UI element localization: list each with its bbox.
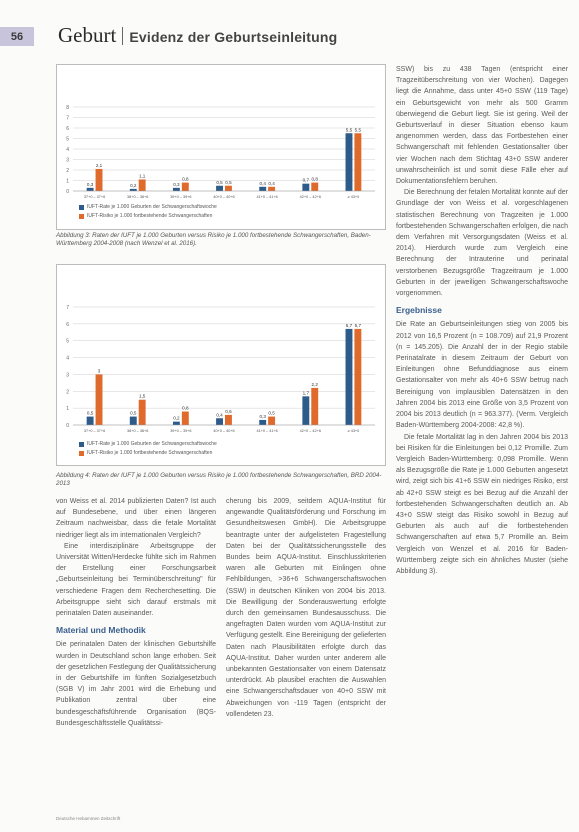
figure-4-svg <box>57 265 385 465</box>
x-tick-label: 37+0 – 37+6 <box>83 195 106 199</box>
legend-label: IUFT-Risiko je 1.000 fortbestehende Schwangerschaften <box>87 213 213 219</box>
data-label: 0,8 <box>311 176 318 182</box>
data-label: 2,2 <box>311 381 318 387</box>
paragraph: SSW) bis zu 438 Tagen (entspricht einer Tragzeitüberschreitung von vier Wochen). Dagegen liegt die Annahme, dass unter 45+0 SSW (119 Tage) ein Geburtsgewicht von mehr als 500 Gramm überwiegend die Geburt liegt. Sie ist gering. Weil der Geburtsverlauf in dieser Situation ebenso kaum angenommen werden, dass das Fortbestehen einer Schwangerschaft mit fehlenden Gestationsalter über vier Wochen nach dem Stichtag 43+0 SSW anderer unwahrscheinlich ist und somit diese Fälle eher auf Dokumentationsfehlern beruhen. <box>396 66 568 186</box>
bar-rate <box>346 329 353 425</box>
y-tick-label: 1 <box>66 178 69 185</box>
paragraph: Die Berechnung der fetalen Mortalität konnte auf der Grundlage der von Weiss et al. vorgeschlagenen statistischen Berechnung von Tragzeiten je 1.000 fortbestehenden Schwangerschaften erfolgen, die nach dem Verfahren mit Versorgungsdaten (Weiss et al. 2014). Hierdurch wurde zum Vergleich eine Berechnung der Intrauterine und perinatal verstorbenen Bezugsgröße Tragzeitraum je 1.000 Geburten in der jeweiligen Schwangerschaftswoche vorgenommen. <box>396 189 568 298</box>
data-label: 5,7 <box>345 322 353 328</box>
bar-rate <box>130 417 137 425</box>
legend-swatch-blue <box>79 205 84 210</box>
header-divider <box>122 27 123 45</box>
figure-3-chart <box>56 64 386 230</box>
bar-rate <box>346 133 353 191</box>
y-tick-label: 2 <box>66 168 69 174</box>
page-footer: Deutsche Hebammen Zeitschrift <box>56 816 121 821</box>
paragraph: von Weiss et al. 2014 publizierten Daten? Ist auch auf Bundesebene, und über einen längeren Zeitraum nachweisbar, dass die fetale Mortalität niedriger liegt als im internationalen Vergleich? <box>56 498 216 539</box>
y-tick-label: 1 <box>66 406 69 413</box>
data-label: 0,5 <box>268 410 275 416</box>
figure-3-caption: Abbildung 3: Raten der IUFT je 1.000 Geburten versus Risiko je 1.000 fortbestehende Schwangerschaften, Baden-Württemberg 2004-2008 (nach Wenzel et al. 2016). <box>56 232 371 247</box>
y-tick-label: 6 <box>66 321 69 328</box>
bar-rate <box>87 417 94 425</box>
bar-risk <box>139 400 146 425</box>
section-topic: Evidenz der Geburtseinleitung <box>129 29 338 45</box>
paragraph: cherung bis 2009, seitdem AQUA-Institut für angewandte Qualitätsförderung und Forschung im Gesundheitswesen GmbH). Die Arbeitsgruppe beantragte unter der aufgelisteten Fragestellung Daten bei der Qualitätssicherungsstelle des Bundes beim AQUA-Institut. Einschlusskriterien waren alle Geburten mit Einlingen ohne Fehlbildungen, >36+6 Schwangerschaftswochen (SSW) in deutschen Kliniken von 2004 bis 2013. Die Bewilligung der Sonderauswertung erfolgte durch den gemeinsamen Bundesausschuss. Die angefragten Daten wurden vom AQUA-Institut zur Verfügung gestellt. Eine Bereinigung der gelieferten Daten nach Plausibilitäten erfolgte durch das AQUA-Institut. Daher wurden unter anderem alle unbekannten Gestationsalter von einem Datensatz unterdrückt. Ab plausibel erachten die Auswahlen eine Schwangerschaftsdauer von 40+0 SSW mit Abweichungen von -119 Tagen (entspricht der vollendeten 23. <box>226 498 386 718</box>
page-number-badge: 56 <box>0 27 34 46</box>
data-label: 0,8 <box>182 176 189 182</box>
y-tick-label: 8 <box>66 105 69 111</box>
bar-rate <box>259 420 266 425</box>
bar-rate <box>216 186 223 191</box>
x-tick-label: 39+0 – 39+6 <box>170 195 192 199</box>
x-tick-label: 42+0 – 42+6 <box>299 195 321 199</box>
y-tick-label: 7 <box>66 115 69 122</box>
y-tick-label: 5 <box>66 338 69 345</box>
data-label: 0,6 <box>225 408 232 414</box>
y-tick-label: 4 <box>66 147 69 153</box>
data-label: 0,4 <box>268 180 275 186</box>
x-tick-label: 41+0 – 41+6 <box>256 429 278 433</box>
data-label: 0,5 <box>130 410 137 416</box>
bar-rate <box>302 184 309 191</box>
legend-label: IUFT-Rate je 1.000 Geburten der Schwangerschaftswoche <box>87 441 217 447</box>
data-label: 0,5 <box>86 410 94 416</box>
fig4-legend-1 <box>79 441 217 447</box>
data-label: 0,3 <box>86 181 94 187</box>
bar-risk <box>182 183 189 191</box>
bar-risk <box>182 412 189 425</box>
bar-risk <box>139 179 146 191</box>
bar-risk <box>268 417 275 425</box>
data-label: 5,5 <box>354 127 362 133</box>
x-tick-label: ≥ 43+0 <box>347 429 360 433</box>
x-tick-label: 42+0 – 42+6 <box>299 429 321 433</box>
data-label: 0,3 <box>173 181 180 187</box>
bar-rate <box>173 422 180 425</box>
y-tick-label: 7 <box>66 305 69 311</box>
x-tick-label: 38+0 – 38+6 <box>127 195 149 199</box>
data-label: 0,5 <box>216 179 223 185</box>
bar-rate <box>259 187 266 191</box>
data-label: 1,1 <box>138 173 146 179</box>
fig4-legend-2 <box>79 450 212 456</box>
paragraph: Die perinatalen Daten der klinischen Geburtshilfe wurden in Deutschland schon lange erhoben. Seit der gesetzlichen Festlegung der Qualitätssicherung in der Geburtshilfe im fünften Sozialgesetzbuch (SGB V) im Jahr 2001 wird die Erhebung und Publikation zentral über eine bundesgeschäftsführende Organisation (BQS-Bundesgeschäftsstelle Qualitätssi- <box>56 641 216 727</box>
image-credit <box>386 420 392 480</box>
data-label: 1,5 <box>138 393 146 399</box>
data-label: 0,5 <box>225 179 232 185</box>
data-label: 0,3 <box>259 413 266 419</box>
paragraph: Die Rate an Geburtseinleitungen stieg von 2005 bis 2012 von 16,5 Prozent (n = 108.709) auf 21,9 Prozent (n = 145.205). Die Anzahl der in der Regio stabile Perinatalrate in diesem Zeitraum der Geburt von Einleitungen ohne Befunddiagnose aus einem Gestationsalter von mehr als 40+6 SSW betrug nach Bereinigung von implausiblen Datensätzen in den Jahren 2004 bis 2013 eine Größe von 3,5 Prozent von 2004 bis 2013 deutlich (n = 963.377). (Verm. Vergleich Baden-Württemberg 2004-2008: 42,8 %). <box>396 321 568 430</box>
y-tick-label: 0 <box>66 189 69 195</box>
figure-4-chart <box>56 264 386 466</box>
bar-rate <box>87 188 94 191</box>
legend-swatch-orange <box>79 451 84 456</box>
bar-risk <box>225 186 232 191</box>
bar-risk <box>311 388 318 425</box>
legend-swatch-orange <box>79 214 84 219</box>
x-tick-label: 38+0 – 38+6 <box>127 429 149 433</box>
bar-rate <box>130 189 137 191</box>
bar-rate <box>173 188 180 191</box>
y-tick-label: 2 <box>66 389 69 396</box>
paragraph: Die fetale Mortalität lag in den Jahren 2004 bis 2013 bei Risiken für die Einleitungen bei 0,12 Promille. Zum Vergleich Baden-Württemberg: 0,098 Promille. Wenn als Bezugsgröße die Rate je 1.000 Geburten angesetzt wird, zeigt sich bis 41+6 SSW ein niedriges Risiko, erst ab 42+0 SSW steigt es bei Bezug auf die Anzahl der fortbestehenden Schwangerschaften deutlich an. Ab 43+0 SSW steigt das Risiko sowohl in Bezug auf Geburten als auch auf die fortbestehenden Schwangerschaften auf etwa 5,7 Promille an. Beim Vergleich von Wenzel et al. 2016 für Baden-Württemberg zeigte sich ein ähnliches Muster (siehe Abbildung 3). <box>396 433 568 575</box>
x-tick-label: 40+0 – 40+6 <box>213 195 235 199</box>
x-tick-label: 41+0 – 41+6 <box>256 195 278 199</box>
data-label: 5,5 <box>345 127 353 133</box>
bar-risk <box>268 187 275 191</box>
data-label: 0,4 <box>259 180 266 186</box>
legend-label: IUFT-Risiko je 1.000 fortbestehende Schwangerschaften <box>87 450 213 456</box>
y-tick-label: 4 <box>66 355 69 362</box>
data-label: 0,4 <box>216 412 223 418</box>
legend-swatch-blue <box>79 442 84 447</box>
data-label: 0,7 <box>302 177 310 183</box>
bar-risk <box>354 133 361 191</box>
bar-risk <box>311 183 318 191</box>
x-tick-label: 40+0 – 40+6 <box>213 429 235 433</box>
bar-risk <box>354 329 361 425</box>
section-heading-ergebnisse: Ergebnisse <box>396 305 442 316</box>
right-column <box>396 64 568 577</box>
fig3-legend-1 <box>79 204 217 210</box>
middle-column <box>226 496 386 720</box>
data-label: 0,8 <box>182 405 189 411</box>
y-tick-label: 5 <box>66 136 69 143</box>
data-label: 5,7 <box>354 322 362 328</box>
figure-4-caption: Abbildung 4: Raten der IUFT je 1.000 Geburten versus Risiko je 1.000 fortbestehende Schwangerschaften, BRD 2004-2013 <box>56 472 382 487</box>
y-tick-label: 3 <box>66 157 69 164</box>
x-tick-label: 37+0 – 37+6 <box>83 429 106 433</box>
section-heading-material: Material und Methodik <box>56 625 146 636</box>
legend-label: IUFT-Rate je 1.000 Geburten der Schwangerschaftswoche <box>87 204 217 210</box>
x-tick-label: ≥ 43+0 <box>347 195 360 199</box>
y-tick-label: 0 <box>66 423 69 429</box>
bar-risk <box>96 169 103 191</box>
bar-rate <box>302 396 309 425</box>
y-tick-label: 6 <box>66 126 69 132</box>
data-label: 2,1 <box>95 162 103 168</box>
bar-risk <box>96 374 103 425</box>
section-brand: Geburt <box>58 23 117 47</box>
data-label: 3 <box>97 368 101 374</box>
fig3-legend-2 <box>79 213 212 219</box>
bar-risk <box>225 415 232 425</box>
y-tick-label: 3 <box>66 372 69 379</box>
paragraph: Eine interdisziplinäre Arbeitsgruppe der Universität Witten/Herdecke fühlte sich im Rahmen der Erstellung einer Forschungsarbeit „Geburtseinleitung bei Terminüberschreitung" für verschiedene Fragen dem Recherchesetting. Die Arbeitsgruppe sieht sich darauf erstmals mit perinatalen Daten auseinander. <box>56 542 216 618</box>
bar-rate <box>216 418 223 425</box>
data-label: 0,2 <box>130 182 137 188</box>
left-column <box>56 496 216 729</box>
data-label: 1,7 <box>302 390 310 396</box>
x-tick-label: 39+0 – 39+6 <box>170 429 192 433</box>
data-label: 0,2 <box>173 415 180 421</box>
page-header <box>58 23 337 48</box>
